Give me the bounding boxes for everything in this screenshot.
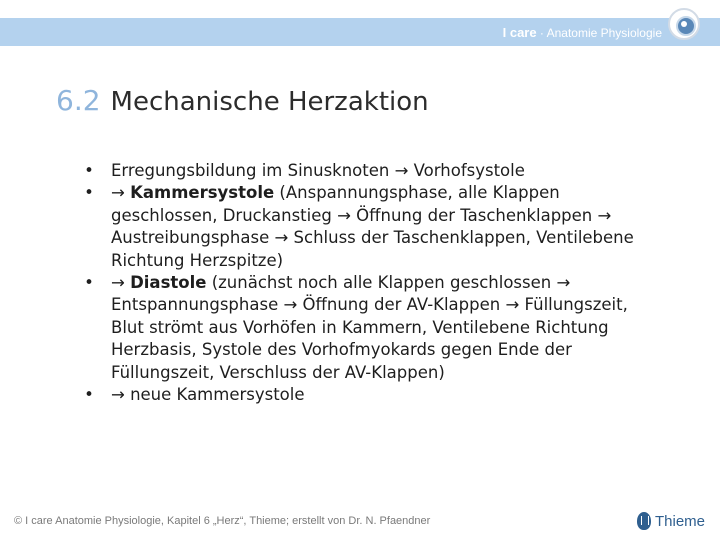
thieme-seal-icon <box>637 512 651 530</box>
bullet-dot: • <box>84 385 94 405</box>
eye-pupil-icon <box>681 21 687 27</box>
bullet-dot: • <box>84 161 94 180</box>
publisher-logo <box>637 510 705 532</box>
bullet-term: Diastole <box>130 273 207 293</box>
bullet-text: (Anspannungsphase, alle Klappen geschlossen, Druckanstieg → Öffnung der Taschenklappen → Austreibungsphase → Schluss der Taschenklappen, Ventilebene Richtung Herzspitze) <box>111 183 634 270</box>
bullet-item <box>84 384 644 406</box>
publisher-name: Thieme <box>655 512 706 530</box>
bullet-item <box>84 160 644 182</box>
footer-copyright: © I care Anatomie Physiologie, Kapitel 6 „Herz“, Thieme; erstellt von Dr. N. Pfaendner <box>14 515 431 527</box>
bullet-text: Erregungsbildung im Sinusknoten → Vorhofsystole <box>111 161 525 180</box>
title-text: Mechanische Herzaktion <box>110 87 429 117</box>
bullet-list <box>84 160 644 406</box>
bullet-dot: • <box>84 183 94 203</box>
bullet-dot: • <box>84 273 94 293</box>
bullet-item <box>84 182 644 272</box>
bullet-item <box>84 272 644 384</box>
brand-name: I care <box>502 25 537 40</box>
bullet-lead: → <box>111 183 131 203</box>
brand-subtitle: · Anatomie Physiologie <box>536 26 662 40</box>
bullet-text: (zunächst noch alle Klappen geschlossen → Entspannungsphase → Öffnung der AV-Klappen → Füllungszeit, Blut strömt aus Vorhöfen in Kammern, Ventilebene Richtung Herzbasis, Systole des Vorhofmyokards gegen Ende der Füllungszeit, Verschluss der AV-Klappen) <box>111 273 628 382</box>
bullet-text: → neue Kammersystole <box>111 385 305 405</box>
bullet-term: Kammersystole <box>130 183 275 203</box>
header-brand <box>503 25 662 40</box>
eye-logo-icon <box>668 8 700 40</box>
bullet-lead: → <box>111 273 131 293</box>
slide-title <box>56 84 429 117</box>
section-number: 6.2 <box>56 84 101 117</box>
